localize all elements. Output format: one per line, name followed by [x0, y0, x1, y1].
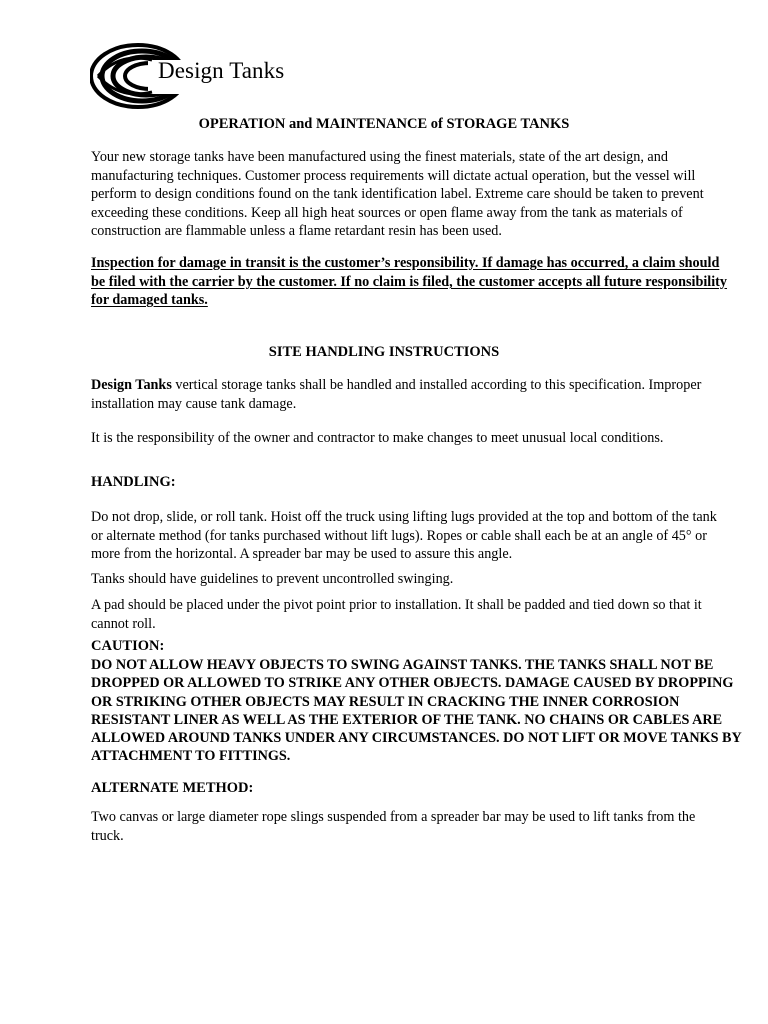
responsibility-paragraph: It is the responsibility of the owner and contractor to make changes to meet unusual local conditions. [91, 430, 664, 446]
handling-paragraph-1: Do not drop, slide, or roll tank. Hoist off the truck using lifting lugs provided at the top and bottom of the tank or alternate method (for tanks purchased without lift lugs). Ropes or cable shall each be at an angle of 45° or more from the horizontal. A spreader bar may be used to assure this angle. [91, 509, 717, 563]
inspection-notice: Inspection for damage in transit is the customer’s responsibility. If damage has occurred, a claim should be filed with the carrier by the customer. If no claim is filed, the customer accepts all future responsibility for damaged tanks. [91, 255, 728, 309]
site-handling-paragraph [91, 376, 731, 413]
handling-paragraph-3: A pad should be placed under the pivot point prior to installation. It shall be padded and tied down so that it cannot roll. [91, 597, 702, 632]
caution-heading: CAUTION: [91, 638, 165, 654]
alternate-method-text: Two canvas or large diameter rope slings suspended from a spreader bar may be used to lift tanks from the truck. [91, 809, 696, 844]
alternate-method-heading: ALTERNATE METHOD: [91, 780, 254, 796]
company-name: Design Tanks [158, 58, 285, 83]
intro-paragraph: Your new storage tanks have been manufactured using the finest materials, state of the art design, and manufacturing techniques. Customer process requirements will dictate actual operation, but the vessel will perform to design conditions found on the tank identification label. Extreme care should be taken to prevent exceeding these conditions. Keep all high heat sources or open flame away from the tank as materials of construction are flammable unless a flame retardant resin has been used. [91, 149, 704, 240]
brand-name: Design Tanks [91, 377, 172, 393]
handling-paragraph-2: Tanks should have guidelines to prevent uncontrolled swinging. [91, 571, 454, 587]
site-handling-text: vertical storage tanks shall be handled and installed according to this specification. Improper installation may cause tank damage. [91, 377, 702, 412]
site-handling-heading: SITE HANDLING INSTRUCTIONS [268, 344, 500, 360]
handling-heading: HANDLING: [91, 474, 176, 490]
caution-text: DO NOT ALLOW HEAVY OBJECTS TO SWING AGAINST TANKS. THE TANKS SHALL NOT BE DROPPED OR ALLOWED TO STRIKE ANY OTHER OBJECTS. DAMAGE CAUSED BY DROPPING OR STRIKING OTHER OBJECTS MAY RESULT IN CRACKING THE INNER CORROSION RESISTANT LINER AS WELL AS THE EXTERIOR OF THE TANK. NO CHAINS OR CABLES ARE ALLOWED AROUND TANKS UNDER ANY CIRCUMSTANCES. DO NOT LIFT OR MOVE TANKS BY ATTACHMENT TO FITTINGS. [91, 657, 742, 765]
document-title: OPERATION and MAINTENANCE of STORAGE TANKS [198, 116, 570, 132]
company-logo [90, 40, 320, 112]
